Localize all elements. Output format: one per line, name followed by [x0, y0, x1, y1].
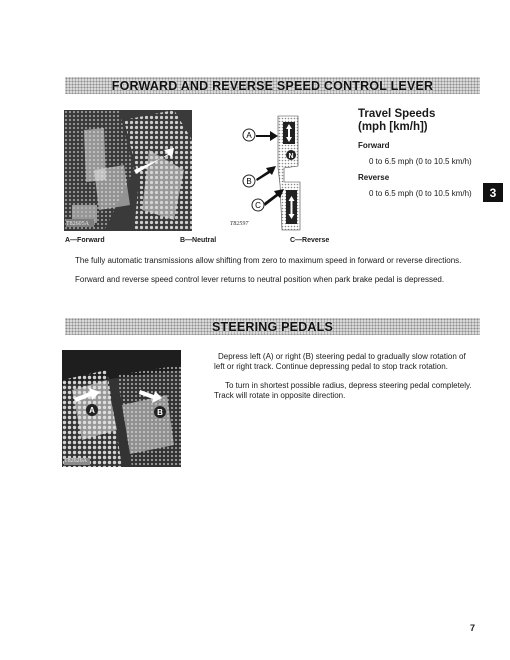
steering-paragraph-line2: left or right track. Continue depressing pedal to stop track rotation.	[214, 362, 448, 371]
reverse-speed: 0 to 6.5 mph (0 to 10.5 km/h)	[369, 189, 472, 198]
steering-paragraph-line1: Depress left (A) or right (B) steering pedal to gradually slow rotation of	[218, 352, 466, 361]
travel-title-line1: Travel Speeds	[358, 108, 436, 120]
travel-speeds-title	[358, 108, 435, 134]
photo-code: T82605A	[66, 221, 89, 227]
park-brake-paragraph: Forward and reverse speed control lever returns to neutral position when park brake pedal is depressed.	[75, 275, 445, 284]
legend-neutral: B—Neutral	[180, 237, 217, 244]
section-title: STEERING PEDALS	[211, 319, 334, 334]
speed-control-photo	[64, 110, 192, 231]
label-a: A	[246, 131, 252, 140]
section-banner-steering-pedals	[65, 318, 480, 335]
legend-forward: A—Forward	[65, 237, 105, 244]
label-c: C	[255, 201, 261, 210]
photo-code: T82626A	[64, 458, 87, 464]
page-number: 7	[470, 623, 476, 633]
transmission-paragraph: The fully automatic transmissions allow shifting from zero to maximum speed in forward or reverse directions.	[75, 256, 462, 265]
diagram-code: T82597	[230, 221, 249, 227]
label-b: B	[246, 177, 252, 186]
forward-speed: 0 to 6.5 mph (0 to 10.5 km/h)	[369, 157, 472, 166]
section-banner-speed-control	[65, 77, 480, 94]
lever-position-diagram	[230, 108, 330, 238]
section-tab: 3	[483, 183, 503, 202]
forward-heading: Forward	[358, 141, 390, 150]
radius-paragraph-line2: Track will rotate in opposite direction.	[214, 391, 346, 400]
photo-label-a: A	[89, 406, 95, 415]
photo-label-b: B	[157, 408, 163, 417]
section-title: FORWARD AND REVERSE SPEED CONTROL LEVER	[111, 78, 434, 93]
steering-pedals-photo	[62, 350, 181, 467]
travel-title-line2: (mph [km/h])	[358, 121, 428, 133]
reverse-heading: Reverse	[358, 173, 390, 182]
neutral-label: N	[288, 153, 294, 160]
legend-reverse: C—Reverse	[290, 237, 330, 244]
radius-paragraph-line1: To turn in shortest possible radius, depress steering pedal completely.	[225, 381, 472, 390]
